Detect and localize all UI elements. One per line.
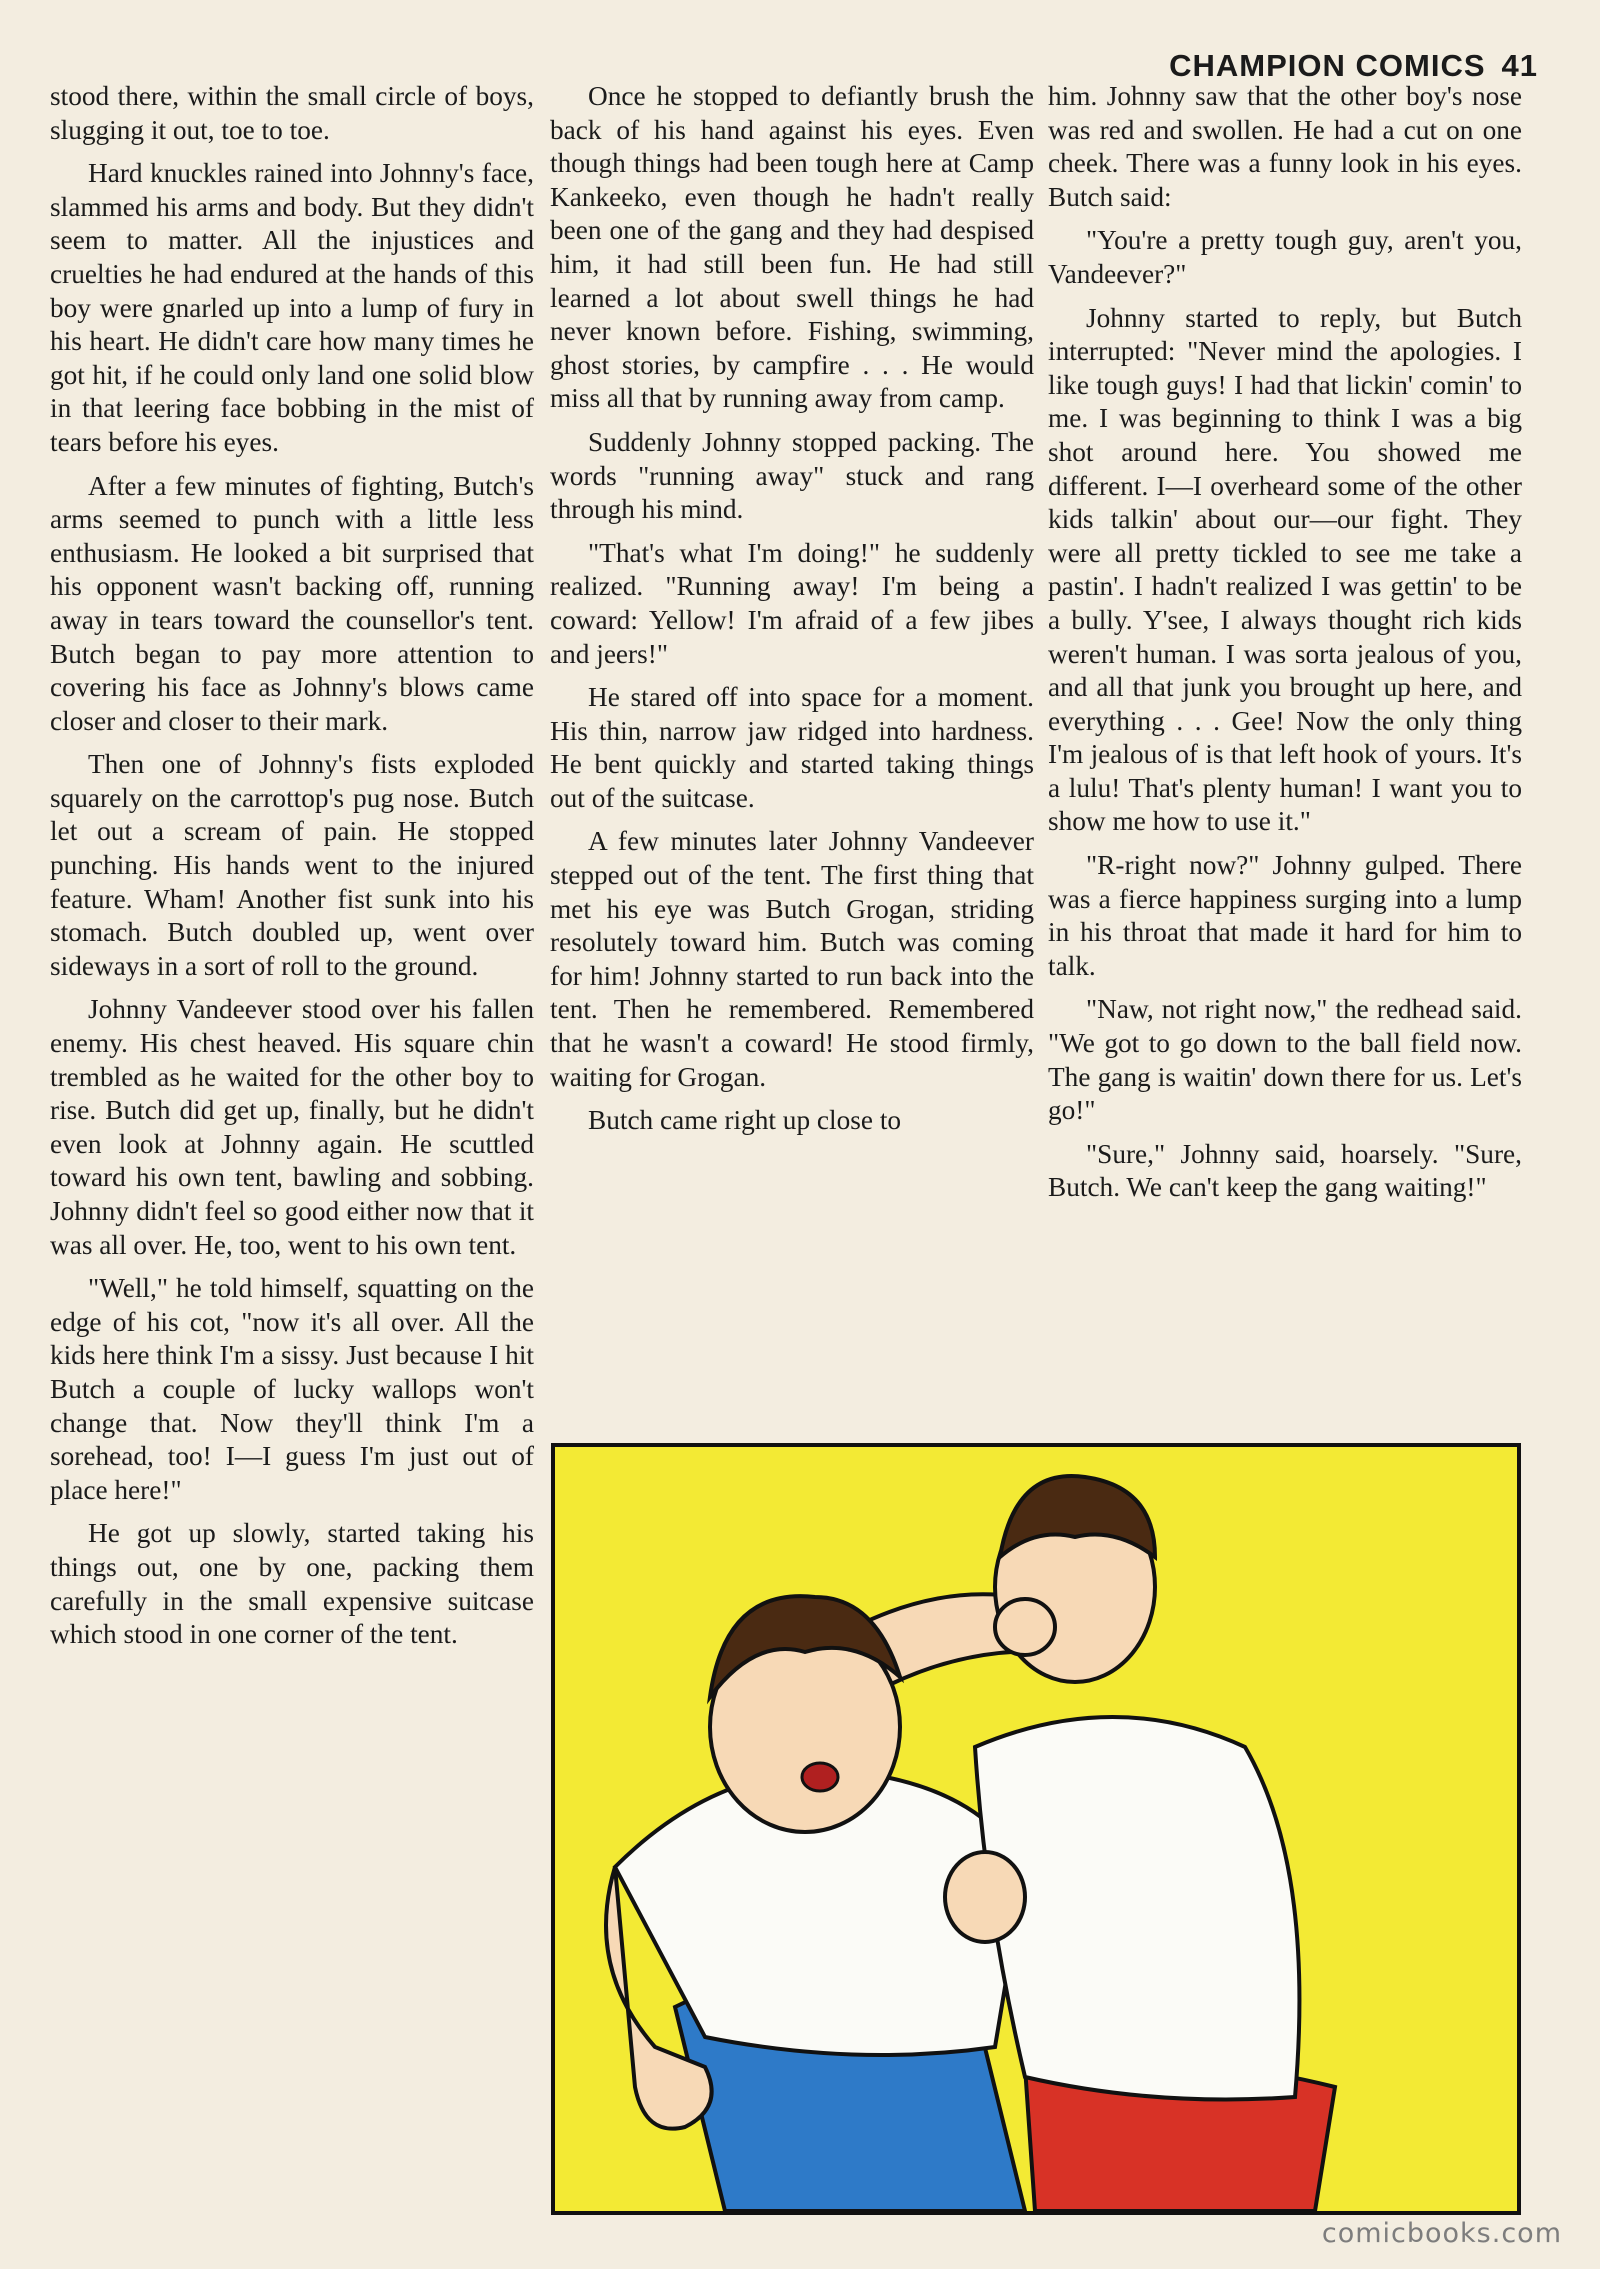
- page-header: [1169, 48, 1538, 84]
- page-number: 41: [1501, 48, 1538, 83]
- paragraph: Suddenly Johnny stopped packing. The words "running away" stuck and rang through his mind.: [550, 426, 1034, 525]
- paragraph: "Sure," Johnny said, hoarsely. "Sure, Butch. We can't keep the gang waiting!": [1048, 1138, 1522, 1203]
- paragraph: Johnny started to reply, but Butch interrupted: "Never mind the apologies. I like tough guys! I had that lickin' comin' to me. I was beginning to think I was a big shot around here. You showed me different. I—I overheard some of the other kids talkin' about our—our fight. They were all pretty tickled to see me take a pastin'. I hadn't realized I was gettin' to be a bully. Y'see, I always thought rich kids weren't human. I was sorta jealous of you, and all that junk you brought up here, and everything . . . Gee! Now the only thing I'm jealous of is that left hook of yours. It's a lulu! That's plenty human! I want you to show me how to use it.": [1048, 302, 1522, 837]
- paragraph: "You're a pretty tough guy, aren't you, Vandeever?": [1048, 225, 1522, 289]
- right-boy-hand: [995, 1599, 1055, 1655]
- illustration-panel: [551, 1443, 1521, 2215]
- paragraph: Once he stopped to defiantly brush the back of his hand against his eyes. Even though things had been tough here at Camp Kankeeko, even though he hadn't really been one of the gang and they had despised him, it had still been fun. He had still learned a lot about swell things he had never known before. Fishing, swimming, ghost stories, by campfire . . . He would miss all that by running away from camp.: [550, 81, 1034, 414]
- paragraph: Hard knuckles rained into Johnny's face, slammed his arms and body. But they didn't seem to matter. All the injustices and cruelties he had endured at the hands of this boy were gnarled up into a lump of fury in his heart. He didn't care how many times he got hit, if he could only land one solid blow in that leering face bobbing in the mist of tears before his eyes.: [50, 158, 534, 457]
- paragraph: Johnny Vandeever stood over his fallen enemy. His chest heaved. His square chin trembled as he waited for the other boy to rise. Butch did get up, finally, but he didn't even look at Johnny again. He scuttled toward his own tent, bawling and sobbing. Johnny didn't feel so good either now that it was all over. He, too, went to his own tent.: [50, 994, 534, 1260]
- paragraph: him. Johnny saw that the other boy's nose was red and swollen. He had a cut on one cheek. There was a funny look in his eyes. Butch said:: [1048, 81, 1522, 212]
- paragraph: "Well," he told himself, squatting on the edge of his cot, "now it's all over. All the kids here think I'm a sissy. Just because I hit Butch a couple of lucky wallops won't change that. Now they'll think I'm a sorehead, too! I—I guess I'm just out of place here!": [50, 1273, 534, 1505]
- paragraph: "R-right now?" Johnny gulped. There was a fierce happiness surging into a lump in his throat that made it hard for him to talk.: [1048, 850, 1522, 981]
- paragraph: stood there, within the small circle of boys, slugging it out, toe to toe.: [50, 81, 534, 145]
- magazine-title: CHAMPION COMICS: [1169, 48, 1486, 83]
- right-boy-fist: [945, 1852, 1025, 1942]
- paragraph: "That's what I'm doing!" he suddenly realized. "Running away! I'm being a coward: Yellow! I'm afraid of a few jibes and jeers!": [550, 537, 1034, 669]
- paragraph: He stared off into space for a moment. His thin, narrow jaw ridged into hardness. He bent quickly and started taking things out of the suitcase.: [550, 682, 1034, 813]
- text-column-1: [50, 80, 534, 1662]
- paragraph: Butch came right up close to: [588, 1105, 902, 1136]
- left-boy-mouth: [802, 1763, 838, 1791]
- text-column-2: [550, 80, 1034, 1148]
- watermark: comicbooks.com: [1321, 2218, 1562, 2249]
- paragraph: After a few minutes of fighting, Butch's arms seemed to punch with a little less enthusiasm. He looked a bit surprised that his opponent wasn't backing off, running away in tears toward the counsellor's tent. Butch began to pay more attention to covering his face as Johnny's blows came closer and closer to their mark.: [50, 470, 534, 736]
- paragraph: He got up slowly, started taking his things out, one by one, packing them carefully in the small expensive suitcase which stood in one corner of the tent.: [50, 1518, 534, 1650]
- paragraph: A few minutes later Johnny Vandeever stepped out of the tent. The first thing that met his eye was Butch Grogan, striding resolutely toward him. Butch was coming for him! Johnny started to run back into the tent. Then he remembered. Remembered that he wasn't a coward! He stood firmly, waiting for Grogan.: [550, 826, 1034, 1092]
- paragraph: Then one of Johnny's fists exploded squarely on the carrottop's pug nose. Butch let out a scream of pain. He stopped punching. His hands went to the injured feature. Wham! Another fist sunk into his stomach. Butch doubled up, went over sideways in a sort of roll to the ground.: [50, 749, 534, 981]
- fight-illustration-icon: [555, 1447, 1517, 2211]
- paragraph: "Naw, not right now," the redhead said. "We got to go down to the ball field now. The gang is waitin' down there for us. Let's go!": [1048, 994, 1522, 1126]
- text-column-3: [1048, 80, 1522, 1215]
